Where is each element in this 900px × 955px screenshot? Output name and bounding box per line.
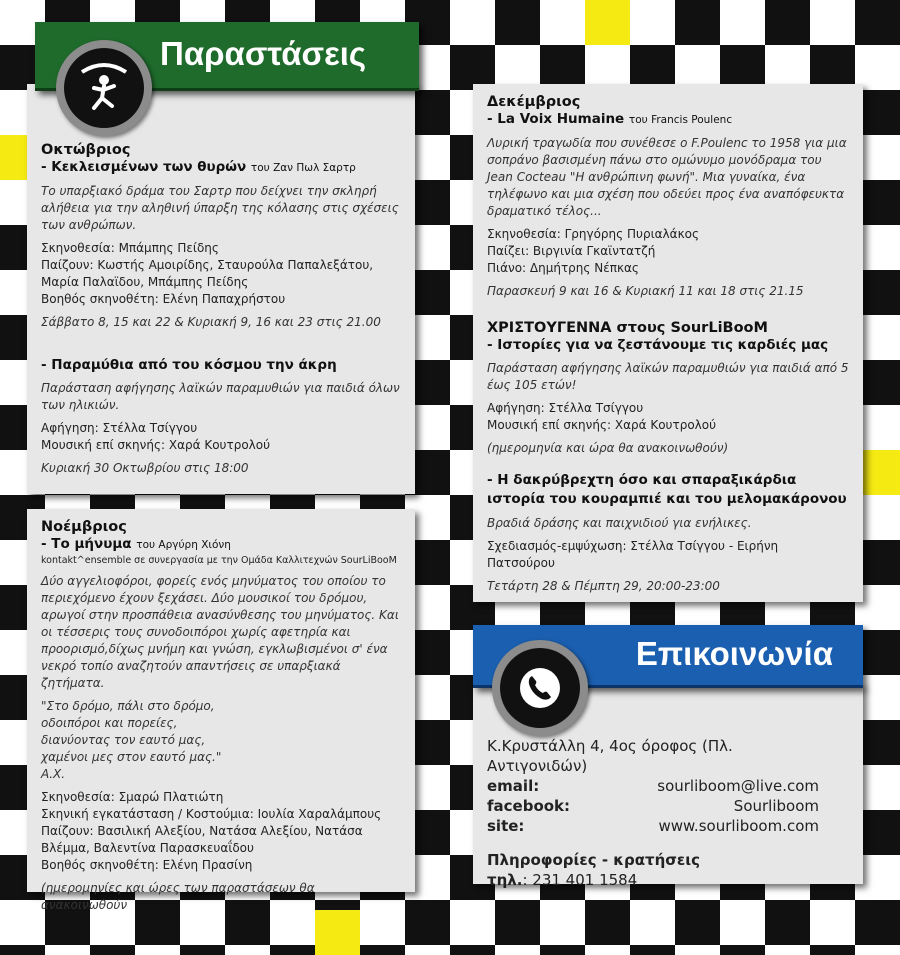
play-dates: (ημερομηνίες και ώρες των παραστάσεων θα ανακοινωθούν [41,881,315,912]
music: Μουσική επί σκηνής: Χαρά Κουτρολού [41,438,271,452]
play-dates: (ημερομηνία και ώρα θα ανακοινωθούν) [487,441,729,455]
narration: Αφήγηση: Στέλλα Τσίγγου [41,421,198,435]
direction: Σκηνοθεσία: Σμαρώ Πλατιώτη [41,790,224,804]
banner-title: Επικοινωνία [635,635,833,672]
december-panel [473,84,863,602]
phone-icon-badge [492,640,588,736]
assistant-director: Βοηθός σκηνοθέτη: Ελένη Πρασίνη [41,858,253,872]
play-dates: Κυριακή 30 Οκτωβρίου στις 18:00 [41,461,249,475]
email-row: email: sourliboom@live.com [487,777,819,795]
poem: "Στο δρόμο, πάλι στο δρόμο, οδοιπόροι και πορείες, διανύοντας τον εαυτό μας, χαμένοι μες στον εαυτό μας." Α.Χ. [41,699,222,781]
design: Σχεδιασμός-εμψύχωση: Στέλλα Τσίγγου - Ειρήνη Πατσούρου [487,539,779,570]
set-design: Σκηνική εγκατάσταση / Κοστούμια: Ιουλία Χαραλάμπους [41,807,382,821]
email-link[interactable]: sourliboom@live.com [657,777,819,795]
play-description: Δύο αγγελιοφόροι, φορείς ενός μηνύματος του οποίου το περιεχόμενο έχουν ξεχάσει. Δύο μουσικοί του δρόμου, αρωγοί στην προσπάθεια ανασύνθεσης του μηνύματος. Και οι τέσσερις τους συνοδοιπόροι χωρίς αφετηρία και προορισμό,δίχως μνήμη και γνώση, εγκλωβισμένοι σ' ένα νεκρό τοπίο αναζητούν απαντήσεις σε υπαρξιακά ζητήματα. [41,574,399,690]
play-title: - Το μήνυμα του Αργύρη Χιόνη [41,536,231,552]
cast: Παίζουν: Βασιλική Αλεξίου, Νατάσα Αλεξίου, Νατάσα Βλέμμα, Βαλεντίνα Παρασκευαΐδου [41,824,363,855]
theater-icon-badge [56,40,152,136]
cast: Παίζει: Βιργινία Γκαϊντατζή [487,244,656,258]
play-title: - Παραμύθια από του κόσμου την άκρη [41,357,337,373]
cast: Παίζουν: Κωστής Αμοιρίδης, Σταυρούλα Παπαλεξάτου, Μαρία Παλαϊδου, Μπάμπης Πείδης [41,258,374,289]
piano: Πιάνο: Δημήτρης Νέπκας [487,261,639,275]
direction: Σκηνοθεσία: Μπάμπης Πείδης [41,241,219,255]
assistant-director: Βοηθός σκηνοθέτη: Ελένη Παπαχρήστου [41,292,286,306]
november-panel [27,509,415,912]
christmas-subtitle: - Ιστορίες για να ζεστάνουμε τις καρδιές μας [487,337,829,353]
play-description: Παράσταση αφήγησης λαϊκών παραμυθιών για παιδιά από 5 έως 105 ετών! [487,361,849,392]
play-description: Λυρική τραγωδία που συνέθεσε ο F.Poulenc το 1958 για μια σοπράνο βασισμένη πάνω στο ομώνυμο μονόδραμα του Jean Cocteau "Η ανθρώπινη φωνή". Μια γυναίκα, ένα τηλέφωνο και μια σχέση που οδεύει προς ένα αναπόφευκτα δραματικό τέλος... [487,136,847,218]
play-title: - La Voix Humaine του Francis Poulenc [487,111,733,127]
christmas-heading: ΧΡΙΣΤΟΥΓΕΝΝΑ στους SourLiBooM [487,320,768,336]
site-link[interactable]: www.sourliboom.com [658,817,819,835]
play-dates: Σάββατο 8, 15 και 22 & Κυριακή 9, 16 και 23 στις 21.00 [41,315,381,329]
site-row: site: www.sourliboom.com [487,817,819,835]
facebook-link[interactable]: Sourliboom [733,797,819,815]
play-dates: Παρασκευή 9 και 16 & Κυριακή 11 και 18 στις 21.15 [487,284,804,298]
direction: Σκηνοθεσία: Γρηγόρης Πυριαλάκος [487,227,700,241]
play-description: Βραδιά δράσης και παιχνιδιού για ενήλικες. [487,516,752,530]
narration: Αφήγηση: Στέλλα Τσίγγου [487,401,644,415]
banner-title: Παραστάσεις [160,35,367,72]
yellow-square [585,0,630,45]
october-panel [27,84,415,494]
play-title: - Κεκλεισμένων των θυρών του Ζαν Πωλ Σαρτρ [41,159,356,175]
month-heading: Δεκέμβριος [487,94,581,110]
address: Κ.Κρυστάλλη 4, 4ος όροφος (Πλ. Αντιγονιδών) [487,737,733,775]
music: Μουσική επί σκηνής: Χαρά Κουτρολού [487,418,717,432]
yellow-square [315,910,360,955]
phone-icon [518,666,562,710]
play-title: - Η δακρύβρεχτη όσο και σπαραξικάρδια ιστορία του κουραμπιέ και του μελομακάρονου [487,472,847,507]
facebook-row: facebook: Sourliboom [487,797,819,815]
play-description: Παράσταση αφήγησης λαϊκών παραμυθιών για παιδιά όλων των ηλικιών. [41,381,400,412]
month-heading: Νοέμβριος [41,519,127,535]
theater-mask-icon [74,58,134,118]
telephone: τηλ.: 231 401 1584 [487,871,638,889]
play-description: Το υπαρξιακό δράμα του Σαρτρ που δείχνει την σκληρή αλήθεια για την αληθινή ύπαρξη της κόλασης στις σχέσεις των ανθρώπων. [41,184,399,232]
play-dates: Τετάρτη 28 & Πέμπτη 29, 20:00-23:00 [487,579,720,593]
info-heading: Πληροφορίες - κρατήσεις [487,851,701,869]
ensemble: kontakt^ensemble σε συνεργασία με την Ομάδα Καλλιτεχνών SourLiBooM [41,555,397,566]
month-heading: Οκτώβριος [41,142,131,158]
